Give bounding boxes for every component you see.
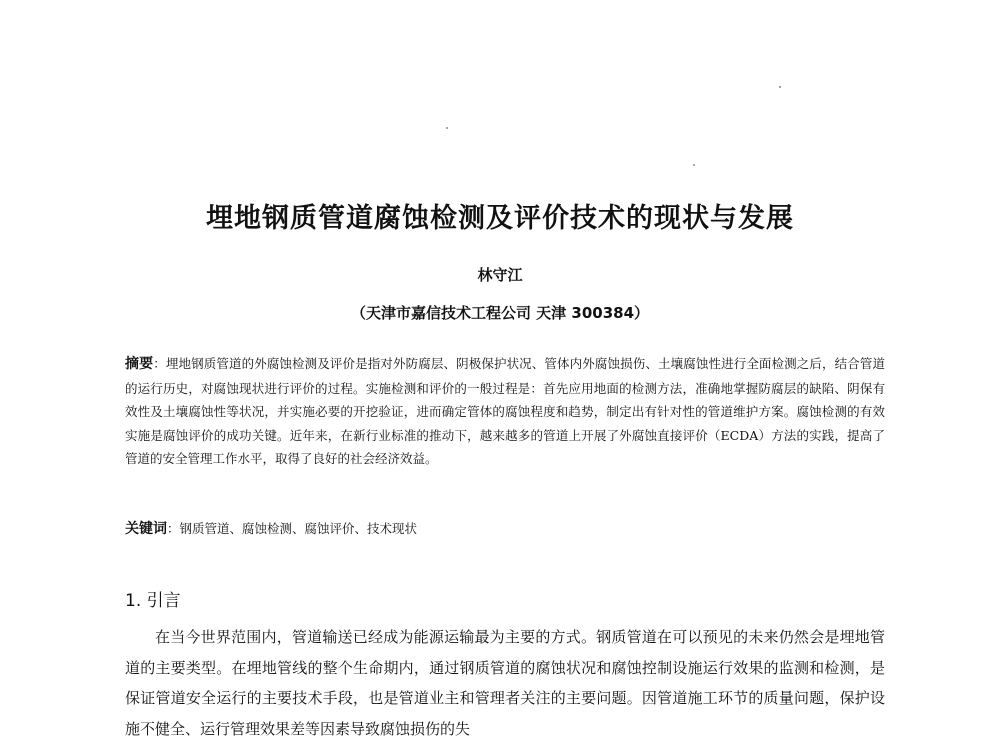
- keywords-text: ：钢质管道、腐蚀检测、腐蚀评价、技术现状: [167, 521, 418, 536]
- abstract-text: ：埋地钢质管道的外腐蚀检测及评价是指对外防腐层、阴极保护状况、管体内外腐蚀损伤、土壤腐蚀性进行全面检测之后，结合管道的运行历史，对腐蚀现状进行评价的过程。实施检测和评价的一般过程是：首先应用地面的检测方法，准确地掌握防腐层的缺陷、阴保有效性及土壤腐蚀性等状况，并实施必要的开挖验证，进而确定管体的腐蚀程度和趋势，制定出有针对性的管道维护方案。腐蚀检测的有效实施是腐蚀评价的成功关键。近年来，在新行业标准的推动下，越来越多的管道上开展了外腐蚀直接评价（ECDA）方法的实践，提高了管道的安全管理工作水平，取得了良好的社会经济效益。: [125, 356, 886, 467]
- introduction-body: [125, 622, 885, 744]
- paper-title: 埋地钢质管道腐蚀检测及评价技术的现状与发展: [206, 203, 794, 234]
- scan-speck: [446, 127, 448, 129]
- author-name: 林守江: [477, 266, 523, 284]
- scan-speck: [693, 164, 695, 166]
- abstract: [125, 352, 885, 471]
- keywords-label: 关键词: [125, 521, 167, 537]
- author-affiliation: （天津市嘉信技术工程公司 天津 300384）: [350, 304, 650, 322]
- keywords: [125, 518, 885, 538]
- introduction-paragraph: 在当今世界范围内，管道输送已经成为能源运输最为主要的方式。钢质管道在可以预见的未来仍然会是埋地管道的主要类型。在埋地管线的整个生命期内，通过钢质管道的腐蚀状况和腐蚀控制设施运行效果的监测和检测，是保证管道安全运行的主要技术手段，也是管道业主和管理者关注的主要问题。因管道施工环节的质量问题，保护设施不健全、运行管理效果差等因素导致腐蚀损伤的失: [125, 628, 885, 738]
- abstract-label: 摘要: [125, 356, 154, 372]
- section-heading: 1. 引言: [125, 591, 181, 611]
- scan-speck: [779, 86, 781, 88]
